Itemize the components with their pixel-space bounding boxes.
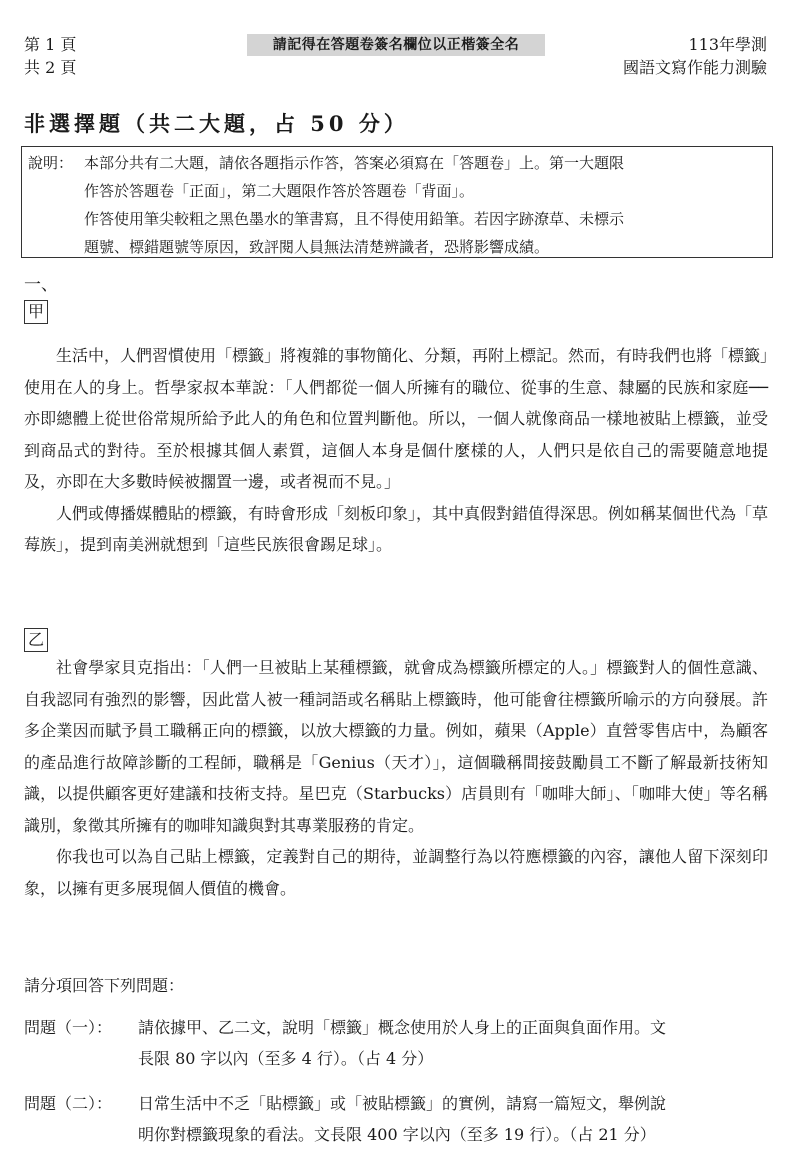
passage-b-paragraph: 你我也可以為自己貼上標籤，定義對自己的期待，並調整行為以符應標籤的內容，讓他人留下深刻印象，以擁有更多展現個人價值的機會。: [24, 847, 768, 898]
question-1-text: 請依據甲、乙二文，說明「標籤」概念使用於人身上的正面與負面作用。文: [138, 1018, 667, 1037]
signature-notice: 請記得在答題卷簽名欄位以正楷簽全名: [247, 34, 545, 56]
page-number: 第 1 頁: [24, 35, 77, 54]
question-1: [24, 1012, 784, 1074]
instructions-line: 題號、標錯題號等原因，致評閱人員無法清楚辨識者，恐將影響成績。: [84, 238, 550, 256]
passage-b-label: 乙: [24, 628, 48, 652]
answer-prompt: 請分項回答下列問題：: [24, 976, 185, 995]
question-number: 一、: [24, 275, 58, 295]
passage-a-paragraph: 人們或傳播媒體貼的標籤，有時會形成「刻板印象」，其中真假對錯值得深思。例如稱某個世代為「草莓族」，提到南美洲就想到「這些民族很會踢足球」。: [24, 503, 769, 554]
instructions-line: 作答於答題卷「正面」，第二大題限作答於答題卷「背面」。: [84, 182, 475, 200]
exam-subject: 國語文寫作能力測驗: [622, 58, 767, 77]
total-pages: 共 2 頁: [24, 58, 77, 77]
question-2-text: 明你對標籤現象的看法。文長限 400 字以內（至多 19 行）。（占 21 分）: [138, 1125, 656, 1144]
question-2: [24, 1088, 784, 1150]
instructions-line: 本部分共有二大題，請依各題指示作答，答案必須寫在「答題卷」上。第一大題限: [84, 154, 625, 172]
passage-a-paragraph: 生活中，人們習慣使用「標籤」將複雜的事物簡化、分類，再附上標記。然而，有時我們也將「標籤」使用在人的身上。哲學家叔本華說：「人們都從一個人所擁有的職位、從事的生意、隸屬的民族和家庭── 亦即總體上從世俗常規所給予此人的角色和位置判斷他。所以，一個人就像商品一樣地被貼上標籤，並受到商品式的對待。至於根據其個人素質，這個人本身是個什麼樣的人，人們只是依自己的需要隨意地提及，亦即在大多數時候被擱置一邊，或者視而不見。」: [24, 346, 769, 491]
instructions-box: [21, 146, 773, 258]
section-title: 非選擇題（共二大題，占 50 分）: [24, 111, 409, 136]
exam-year: 113年學測: [688, 35, 767, 54]
instructions-lead: 說明：: [28, 154, 74, 172]
passage-b-paragraph: 社會學家貝克指出：「人們一旦被貼上某種標籤，就會成為標籤所標定的人。」標籤對人的個性意識、自我認同有強烈的影響，因此當人被一種詞語或名稱貼上標籤時，他可能會往標籤所喻示的方向發展。許多企業因而賦予員工職稱正向的標籤，以放大標籤的力量。例如，蘋果（Apple）直營零售店中，為顧客的產品進行故障診斷的工程師，職稱是「Genius（天才）」，這個職稱間接鼓勵員工不斷了解最新技術知識，以提供顧客更好建議和技術支持。星巴克（Starbucks）店員則有「咖啡大師」、「咖啡大使」等名稱識別，象徵其所擁有的咖啡知識與對其專業服務的肯定。: [24, 658, 768, 835]
question-2-head: 問題（二）：: [24, 1094, 113, 1113]
passage-a: [24, 340, 768, 561]
question-1-head: 問題（一）：: [24, 1018, 113, 1037]
passage-a-label: 甲: [24, 300, 48, 324]
instructions-line: 作答使用筆尖較粗之黑色墨水的筆書寫，且不得使用鉛筆。若因字跡潦草、未標示: [84, 210, 625, 228]
question-2-text: 日常生活中不乏「貼標籤」或「被貼標籤」的實例，請寫一篇短文，舉例說: [138, 1094, 667, 1113]
passage-b: [24, 652, 768, 904]
question-1-text: 長限 80 字以內（至多 4 行）。（占 4 分）: [138, 1049, 434, 1068]
